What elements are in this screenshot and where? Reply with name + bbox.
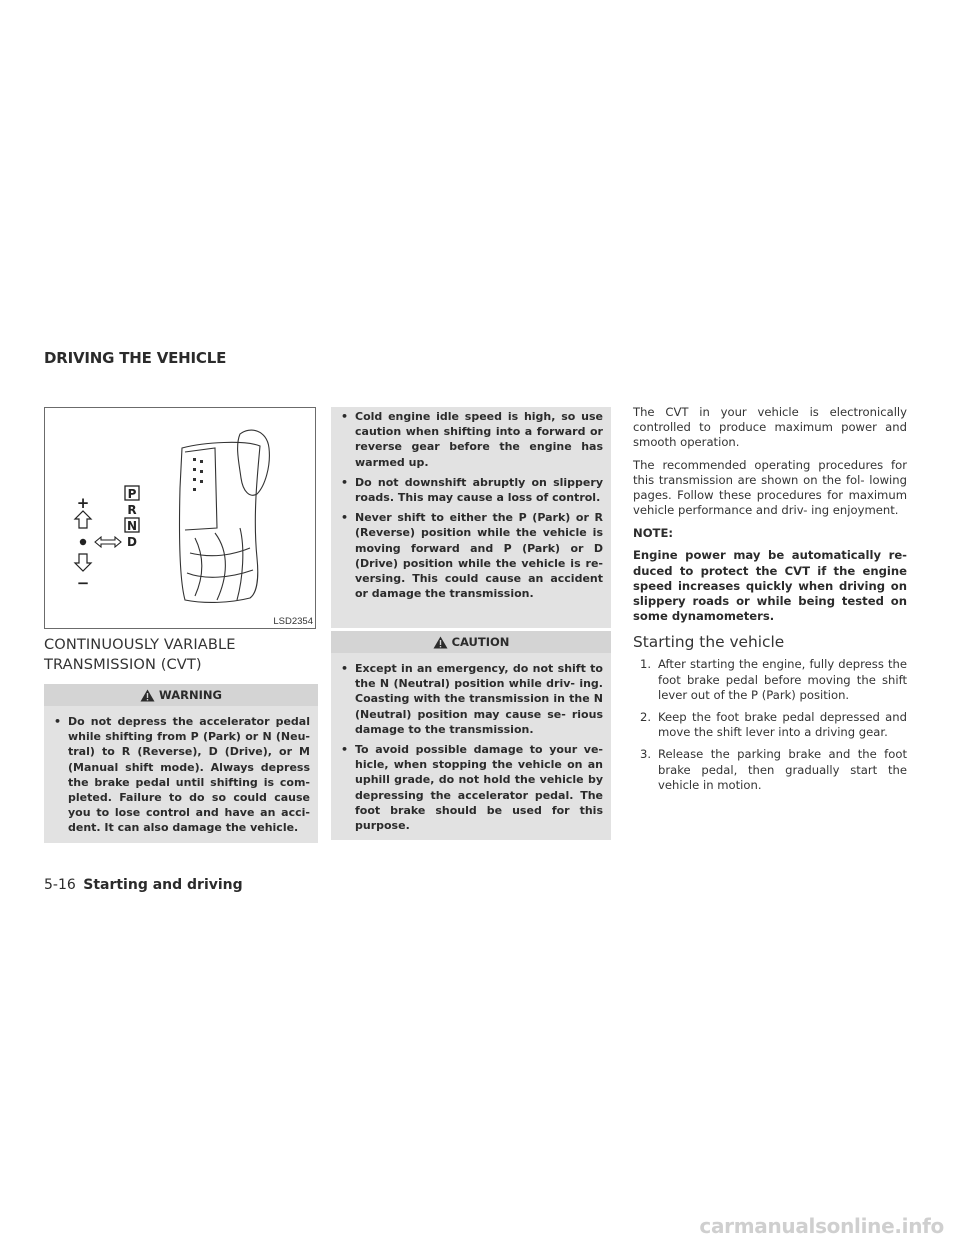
warning-header [44, 684, 318, 706]
gate-letter-p: P [127, 487, 137, 501]
warning-item [339, 510, 603, 601]
neutral-dot-icon [80, 539, 86, 545]
starting-steps-list [633, 657, 907, 793]
gate-letter-n: N [126, 519, 138, 533]
warning-label: WARNING [159, 688, 222, 702]
cvt-section-title [44, 635, 316, 675]
note-label: NOTE: [633, 526, 674, 541]
step-text: After starting the engine, fully depress the foot brake pedal before moving the shift lever out of the P (Park) position. [658, 657, 907, 702]
bullet: • [341, 743, 349, 757]
warning-item [339, 409, 603, 470]
shift-boot-icon [180, 430, 270, 602]
warning-item [52, 714, 310, 836]
warning-continued-box [331, 407, 611, 628]
bullet: • [341, 410, 349, 423]
shift-lever-drawing [45, 408, 315, 628]
upshift-arrow-icon [75, 511, 91, 528]
intro-paragraph: The CVT in your vehicle is electronically controlled to produce maximum power and smooth operation. [633, 405, 907, 450]
page-number: 5-16 [44, 877, 76, 893]
caution-item-text: Except in an emergency, do not shift to the N (Neutral) position while driv- ing. Coasting with the transmission in the N (Neutral) position may cause se- rious damage to the transmission. [355, 662, 603, 736]
warning-item-text: Do not depress the accelerator pedal while shifting from P (Park) or N (Neu- tral) to R (Reverse), D (Drive), or M (Manual shift mode). Always depress the brake pedal until shifting is com- pleted. Failure to do so could cause you to lose control and have an acci- dent. It can also damage the vehicle. [68, 715, 310, 835]
caution-list [331, 653, 611, 840]
procedures-paragraph: The recommended operating procedures for this transmission are shown on the fol- lowing pages. Follow these procedures for maximum vehicle performance and driv- ing enjoyment. [633, 457, 907, 518]
shift-lever-illustration [44, 407, 316, 629]
warning-list [44, 706, 318, 843]
caution-item [339, 661, 603, 737]
bullet: • [54, 715, 62, 728]
manual-plus-label: + [76, 494, 90, 512]
caution-item [339, 742, 603, 833]
page-footer [44, 877, 243, 893]
bullet: • [341, 662, 349, 675]
warning-item-text: Cold engine idle speed is high, so use caution when shifting into a forward or reverse gear before the engine has warmed up. [355, 410, 603, 469]
note-body: Engine power may be automatically re- duced to protect the CVT if the engine speed increases quickly when driving on slippery roads or while being tested on some dynamometers. [633, 548, 907, 624]
warning-triangle-icon [140, 689, 155, 702]
step-number: 3. [640, 747, 652, 762]
caution-item-text: To avoid possible damage to your ve- hicle, when stopping the vehicle on an uphill grade, do not hold the vehicle by depressing the accelerator pedal. The foot brake should be used for this purpose. [355, 743, 603, 833]
bullet: • [341, 511, 349, 525]
warning-item-text: Do not downshift abruptly on slippery roads. This may cause a loss of control. [355, 475, 603, 505]
step-item [633, 657, 907, 703]
section-heading: DRIVING THE VEHICLE [44, 349, 227, 367]
caution-label: CAUTION [451, 635, 510, 649]
step-item [633, 747, 907, 793]
bullet: • [341, 475, 349, 489]
double-arrow-icon [95, 537, 121, 547]
figure-code: LSD2354 [273, 616, 313, 627]
gate-letter-d: D [127, 535, 137, 549]
caution-triangle-icon [433, 636, 448, 649]
downshift-arrow-icon [75, 554, 91, 571]
warning-box [44, 684, 318, 843]
step-text: Release the parking brake and the foot brake pedal, then gradually start the vehicle in motion. [658, 747, 907, 792]
starting-vehicle-heading: Starting the vehicle [633, 633, 785, 652]
step-item [633, 710, 907, 740]
shift-indicator-dots [193, 458, 203, 491]
cvt-title-line-1: CONTINUOUSLY VARIABLE [44, 636, 236, 653]
manual-minus-label: − [76, 574, 90, 592]
warning-item [339, 475, 603, 505]
gate-letter-r: R [127, 503, 137, 517]
step-number: 2. [640, 710, 652, 725]
step-text: Keep the foot brake pedal depressed and move the shift lever into a driving gear. [658, 710, 907, 740]
warning-item-text: Never shift to either the P (Park) or R (Reverse) position while the vehicle is moving forward and P (Park) or D (Drive) position while the vehicle is re- versing. This could cause an accident or damage the transmission. [355, 511, 603, 601]
right-column [633, 405, 907, 800]
caution-box [331, 631, 611, 840]
warning-continued-list [331, 407, 611, 608]
step-number: 1. [640, 657, 652, 672]
cvt-title-line-2: TRANSMISSION (CVT) [44, 656, 202, 673]
chapter-title: Starting and driving [83, 877, 243, 893]
caution-header [331, 631, 611, 653]
watermark-text: carmanualsonline.info [699, 1214, 944, 1238]
